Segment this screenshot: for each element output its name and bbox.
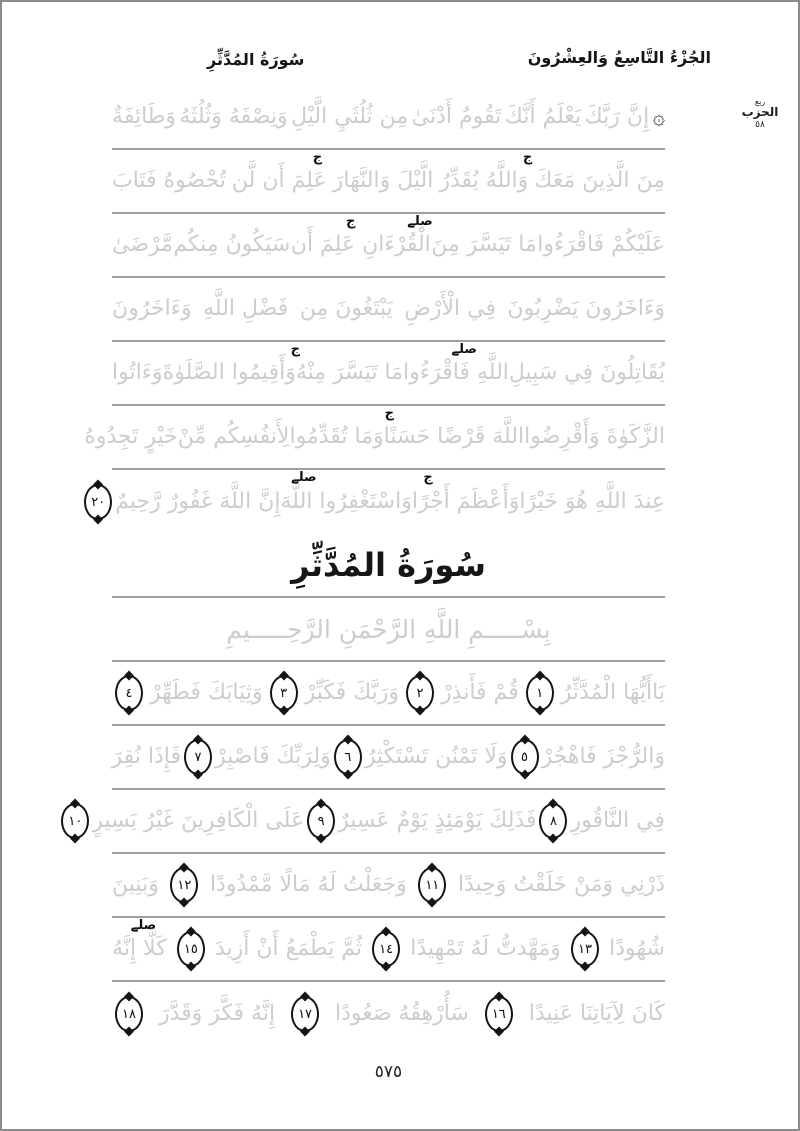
muddaththir-line-4 [112, 854, 665, 918]
ayah-text: قُمْ فَأَنذِرْ [441, 680, 519, 705]
ayah-text: ذَرْنِي وَمَنْ خَلَقْتُ وَحِيدًا [457, 872, 665, 897]
rub-label: ربع [754, 97, 766, 106]
ayah-text: وَلِرَبِّكَ فَاصْبِرْ [215, 744, 331, 769]
verse-number: ١٧ [298, 1006, 313, 1022]
ayah-text: اللَّهَ قَرْضًا حَسَنًا [383, 424, 525, 449]
ayah-text: كَانَ لِآيَاتِنَا عَنِيدًا [528, 1001, 665, 1026]
verse-number-badge [184, 739, 212, 775]
ayah-text: يَاأَيُّهَا الْمُدَّثِّرُ [560, 680, 665, 705]
ayah-text: إِنَّهُ فَكَّرَ وَقَدَّرَ [158, 1001, 276, 1026]
muzzammil-line-2 [112, 150, 665, 214]
muzzammil-line-6 [84, 406, 665, 470]
ayah-text: فَإِذَا نُقِرَ [111, 744, 181, 769]
ayah-text: يَعْلَمُ أَنَّكَ [504, 104, 582, 129]
ayah-text: وَطَائِفَةٌ [112, 104, 176, 129]
verse-number-badge [115, 675, 143, 711]
ayah-text: تُحْصُوهُ فَتَابَ [112, 168, 226, 193]
ayah-text: ثُمَّ يَطْمَعُ أَنْ أَزِيدَ [214, 936, 362, 961]
ayah-text: فَضْلِ اللَّهِ [203, 296, 289, 321]
ayah-text: يَبْتَغُونَ مِن [299, 296, 393, 321]
ayah-text: وَأَقِيمُوا الصَّلَوٰةَ [162, 360, 296, 385]
muddaththir-line-5 [112, 918, 665, 982]
muzzammil-line-5 [112, 342, 665, 406]
ayah-text: وَمَهَّدتُّ لَهُ تَمْهِيدًا [410, 936, 561, 961]
verse-number-badge [84, 484, 112, 520]
verse-number: ٢٠ [91, 494, 106, 510]
waqf-sign: صلے [130, 918, 157, 933]
ayah-text: شُهُودًا [609, 936, 665, 961]
waqf-sign: ج [345, 214, 356, 229]
ayah-text: يُقَاتِلُونَ فِي سَبِيلِ [508, 360, 665, 385]
ayah-text: مَا تَيَسَّرَ مِنْهُ [295, 360, 404, 385]
muddaththir-line-3 [68, 790, 665, 854]
rub-el-hizb-icon: ۞ [652, 104, 665, 129]
waqf-sign: ج [522, 150, 533, 165]
ayah-text: مِنَ الَّذِينَ مَعَكَ [534, 168, 665, 193]
verse-number-badge [334, 739, 362, 775]
waqf-sign: صلے [407, 214, 433, 229]
hizb-label: الحزب [741, 105, 779, 120]
ayah-text: مَّرْضَىٰ [112, 232, 173, 257]
waqf-sign: ج [290, 342, 301, 357]
verse-number-badge [511, 739, 539, 775]
text-column [68, 86, 665, 1046]
surah-heading [112, 534, 665, 598]
juz-title: الجُزْءُ التَّاسِعُ وَالعِشْرُونَ [527, 48, 711, 67]
ayah-text: فَذَلِكَ يَوْمَئِذٍ يَوْمٌ عَسِيرٌ [338, 808, 537, 833]
verse-number-badge [307, 803, 335, 839]
ayah-text: وَجَعَلْتُ لَهُ مَالًا مَّمْدُودًا [209, 872, 407, 897]
ayah-text: الزَّكَوٰةَ وَأَقْرِضُوا [524, 424, 665, 449]
ayah-text: كَلَّا إِنَّهُ [112, 936, 167, 961]
ayah-text: خَيْرٍ تَجِدُوهُ [84, 424, 178, 449]
ayah-text: عَلِمَ أَن لَّن [231, 168, 327, 193]
ayah-text: وَثِيَابَكَ فَطَهِّرْ [150, 680, 263, 705]
verse-number-badge [177, 931, 205, 967]
verse-number: ٦ [344, 749, 352, 765]
verse-number: ٥ [521, 749, 529, 765]
page-number: ٥٧٥ [374, 1062, 403, 1082]
ayah-text: مَا تَيَسَّرَ مِنَ [431, 232, 537, 257]
verse-number-badge [418, 867, 446, 903]
ayah-text: وَاسْتَغْفِرُوا اللَّهَ [280, 489, 412, 514]
muzzammil-line-3 [112, 214, 665, 278]
muzzammil-line-4 [112, 278, 665, 342]
ayah-text: وَءَاخَرُونَ [112, 296, 192, 321]
waqf-sign: صلے [291, 470, 317, 485]
ayah-text: وَنِصْفَهُ وَثُلُثَهُ [179, 104, 288, 129]
muzzammil-line-1 [112, 86, 665, 150]
ayah-text: وَلَا تَمْنُن تَسْتَكْثِرُ [364, 744, 508, 769]
bismillah-line [112, 598, 665, 662]
hizb-number: ٥٨ [755, 119, 765, 130]
verse-number-badge [291, 996, 319, 1032]
verse-number-badge [115, 996, 143, 1032]
verse-number-badge [485, 996, 513, 1032]
verse-number-badge [526, 675, 554, 711]
verse-number-badge [372, 931, 400, 967]
verse-number-badge [406, 675, 434, 711]
bismillah-line-text: بِسْـــــمِ اللَّهِ الرَّحْمَنِ الرَّحِـــــيمِ [226, 614, 551, 644]
ayah-text: الْقُرْءَانِ عَلِمَ أَن [290, 232, 431, 257]
muddaththir-line-2 [112, 726, 665, 790]
muddaththir-line-6 [112, 982, 665, 1046]
ayah-text: فِي الْأَرْضِ [404, 296, 496, 321]
surah-heading-text: سُورَةُ المُدَّثِّرِ [291, 546, 486, 584]
verse-number: ١٦ [491, 1006, 506, 1022]
waqf-sign: ج [384, 406, 395, 421]
verse-number: ١٥ [183, 941, 198, 957]
ayah-text: عَلَيْكُمْ فَاقْرَءُوا [537, 232, 665, 257]
waqf-sign: ج [312, 150, 323, 165]
waqf-sign: ج [423, 470, 433, 485]
waqf-sign: صلے [451, 342, 477, 357]
header-surah-title: سُورَةُ المُدَّثِّرِ [207, 50, 305, 69]
ayah-text: تَقُومُ أَدْنَىٰ [411, 104, 502, 129]
verse-number: ٤ [125, 685, 133, 701]
verse-number: ١١ [425, 877, 440, 893]
ayah-text: وَءَاتُوا [111, 360, 163, 385]
verse-number-badge [270, 675, 298, 711]
verse-number: ٣ [280, 685, 288, 701]
verse-number-badge [571, 931, 599, 967]
verse-number: ١٤ [379, 941, 394, 957]
muddaththir-line-1 [112, 662, 665, 726]
verse-number: ٧ [194, 749, 202, 765]
verse-number: ٢ [416, 685, 424, 701]
ayah-text: وَءَاخَرُونَ يَضْرِبُونَ [507, 296, 665, 321]
verse-number-badge [170, 867, 198, 903]
ayah-text: إِنَّ اللَّهَ غَفُورٌ رَّحِيمٌ [115, 489, 281, 514]
ayah-text: لِأَنفُسِكُم مِّنْ [177, 424, 290, 449]
verse-number: ١٠ [68, 813, 83, 829]
verse-number-badge [539, 803, 567, 839]
verse-number: ٩ [317, 813, 325, 829]
ayah-text: وَأَعْظَمَ أَجْرًا [411, 489, 520, 514]
verse-number: ١٢ [177, 877, 192, 893]
verse-number: ١٣ [578, 941, 592, 957]
ayah-text: سَأُرْهِقُهُ صَعُودًا [335, 1001, 469, 1026]
ayah-text: سَيَكُونُ مِنكُم [173, 232, 291, 257]
ayah-text: إِنَّ رَبَّكَ [584, 104, 650, 129]
verse-number-badge [61, 803, 89, 839]
ayah-text: عَلَى الْكَافِرِينَ غَيْرُ يَسِيرٍ [92, 808, 305, 833]
muzzammil-line-7 [91, 470, 665, 534]
ayah-text: وَاللَّهُ يُقَدِّرُ [439, 168, 529, 193]
ayah-text: وَمَا تُقَدِّمُوا [289, 424, 384, 449]
hizb-margin-marker [736, 98, 784, 130]
ayah-text: الَّيْلَ وَالنَّهَارَ [332, 168, 434, 193]
ayah-text: وَرَبَّكَ فَكَبِّرْ [304, 680, 400, 705]
ayah-text: مِن ثُلُثَيِ الَّيْلِ [291, 104, 409, 129]
verse-number: ١٨ [122, 1006, 136, 1022]
ayah-text: وَالرُّجْزَ فَاهْجُرْ [541, 744, 665, 769]
verse-number: ١ [536, 685, 544, 701]
ayah-text: عِندَ اللَّهِ هُوَ خَيْرًا [519, 489, 665, 514]
verse-number: ٨ [550, 813, 557, 829]
ayah-text: اللَّهِ فَاقْرَءُوا [403, 360, 509, 385]
ayah-text: فِي النَّاقُورِ [570, 808, 665, 833]
ayah-text: وَبَنِينَ [112, 872, 159, 897]
